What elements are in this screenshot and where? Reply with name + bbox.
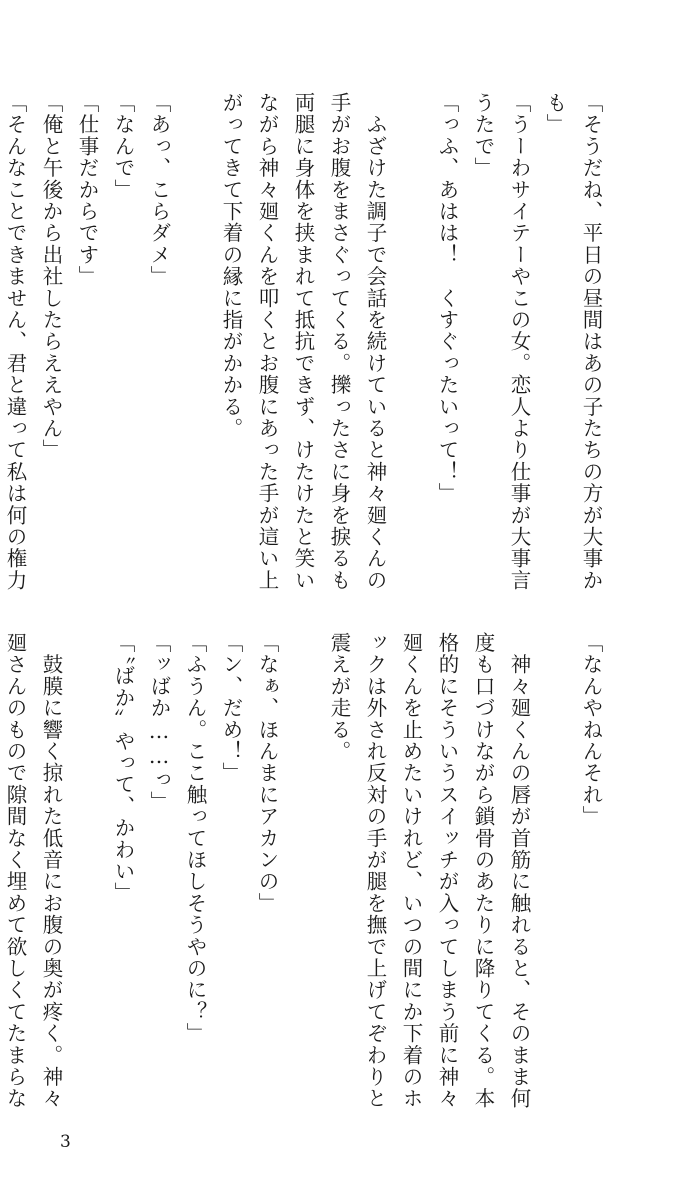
narration-paragraph: 神々廻くんの唇が首筋に触れると、そのまま何度も口づけながら鎖骨のあたりに降りてくる。本格的にそういうスイッチが入ってしまう前に神々廻くんを止めたいけれど、いつの間にか下着のホックは外され反対の手が腿を撫で上げてぞわりと震えが走る。	[327, 632, 531, 1110]
dialogue-line: 「ふうん。ここ触ってほしそうやのに？」	[183, 632, 207, 1045]
dialogue-line: 「そんなことできません、君と違って私は何の権力	[3, 92, 27, 592]
narration-paragraph: ふざけた調子で会話を続けていると神々廻くんの手がお腹をまさぐってくる。擽ったさに身を捩るも両腿に身体を挟まれて抵抗できず、けたけたと笑いながら神々廻くんを叩くとお腹にあった手が這い上がってきて下着の縁に指がかかる。	[219, 92, 387, 592]
text-block-bottom	[0, 632, 609, 1122]
dialogue-line: 「あっ、こらダメ」	[147, 92, 171, 288]
dialogue-line: 「うーわサイテーやこの女。恋人より仕事が大事言うたで」	[471, 92, 531, 592]
dialogue-line: 「なぁ、ほんまにアカンの」	[255, 632, 279, 915]
dialogue-line: 「ン、だめ！」	[219, 632, 243, 784]
dialogue-line: 「なんやねんそれ」	[579, 632, 603, 828]
paragraph-spacer	[285, 632, 321, 1122]
dialogue-line: 「仕事だからです」	[75, 92, 99, 288]
dialogue-line: 「っふ、あはは！ くすぐったいって！」	[435, 92, 459, 505]
dialogue-line: 「俺と午後から出社したらええやん」	[39, 92, 63, 461]
dialogue-line: 「〝ばか〟やって、かわい」	[111, 632, 135, 904]
narration-paragraph: 鼓膜に響く掠れた低音にお腹の奥が疼く。神々廻さんのもので隙間なく埋めて欲しくてたまらな	[3, 632, 63, 1110]
page-number: 3	[60, 1132, 71, 1152]
paragraph-spacer	[69, 632, 105, 1122]
paragraph-spacer	[537, 632, 573, 1122]
paragraph-spacer	[177, 92, 213, 607]
dialogue-line: 「そうだね、平日の昼間はあの子たちの方が大事かも」	[543, 92, 603, 592]
paragraph-spacer	[393, 92, 429, 607]
text-block-top	[0, 92, 609, 607]
dialogue-line: 「ッばか……っ」	[147, 632, 171, 813]
dialogue-line: 「なんで」	[111, 92, 135, 201]
